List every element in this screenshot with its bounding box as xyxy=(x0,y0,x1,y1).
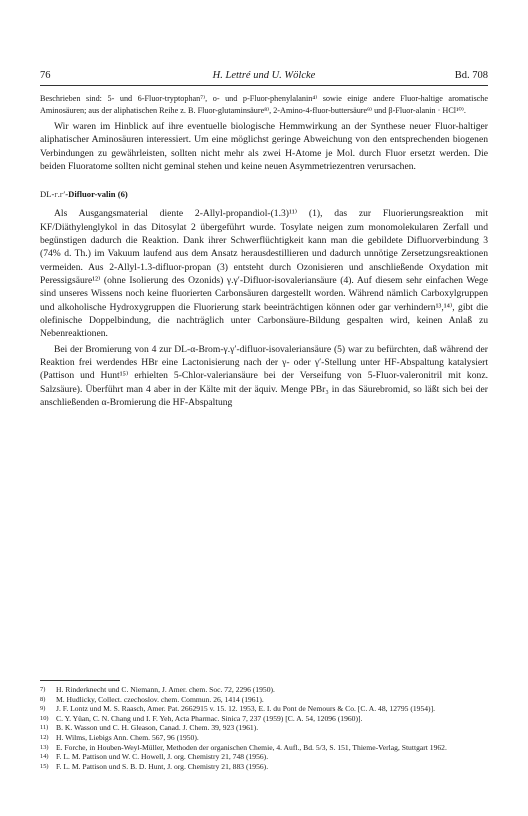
volume-label: Bd. 708 xyxy=(454,70,488,81)
footnote xyxy=(40,695,488,705)
footnote-number: 14) xyxy=(40,753,49,761)
footnote xyxy=(40,714,488,724)
footnote xyxy=(40,733,488,743)
footnote-text: H. Wilms, Liebigs Ann. Chem. 567, 96 (1950). xyxy=(56,732,199,742)
footnote-text: J. F. Lontz und M. S. Raasch, Amer. Pat. 2662915 v. 15. 12. 1953, E. I. du Pont de Nemours & Co. [C. A. 48, 12795 (1954)]. xyxy=(56,704,435,714)
footnote-number: 11) xyxy=(40,724,49,732)
footnote xyxy=(40,762,488,772)
footnote-number: 15) xyxy=(40,762,49,770)
footnote xyxy=(40,704,488,714)
paragraph-bromination: Bei der Bromierung von 4 zur DL-α-Brom-γ.γ′-difluor-isovaleriansäure (5) war zu befürchten, daß während der Reaktion frei werdendes HBr eine Lactonisierung nach der γ- oder γ′-Stellung unter HF-Abspaltung katalysiert (Pattison und Hunt¹⁵⁾ erhielten 5-Chlor-valeriansäure bei der Verseifung von 5-Fluor-valeronitril mit konz. Salzsäure). Überführt man 4 aber in der Kälte mit der äquiv. Menge PBr₃ in das Säurebromid, so läßt sich bei der anschließenden α-Bromierung die HF-Abspaltung xyxy=(40,343,488,408)
footnote-number: 9) xyxy=(40,705,46,713)
footnote xyxy=(40,743,488,753)
article-body xyxy=(40,93,488,409)
footnote xyxy=(40,685,488,695)
intro-paragraph: Beschrieben sind: 5- und 6-Fluor-tryptophan⁷⁾, o- und p-Fluor-phenylalanin⁴⁾ sowie einige andere Fluor-haltige aromatische Aminosäuren; aus der aliphatischen Reihe z. B. Fluor-glutaminsäure⁸⁾, 2-Amino-4-fluor-buttersäure⁹⁾ und β-Fluor-alanin · HCl¹⁰⁾. xyxy=(40,94,488,116)
header-rule xyxy=(40,85,488,86)
section-heading xyxy=(40,189,488,199)
footnote-number: 10) xyxy=(40,714,49,722)
footnote-text: B. K. Wasson und C. H. Gleason, Canad. J. Chem. 39, 923 (1961). xyxy=(56,723,259,733)
section-heading-prefix: DL-γ.γ′ xyxy=(40,189,66,200)
footnote-text: M. Hudlicky, Collect. czechoslov. chem. Commun. 26, 1414 (1961). xyxy=(56,694,264,704)
footnote-text: F. L. M. Pattison und W. C. Howell, J. org. Chemistry 21, 748 (1956). xyxy=(56,752,269,762)
footnote-text: C. Y. Yüan, C. N. Chang und I. F. Yeh, Acta Pharmac. Sinica 7, 237 (1959) [C. A. 54, 12096 (1960)]. xyxy=(56,713,363,723)
paragraph-motivation: Wir waren im Hinblick auf ihre eventuelle biologische Hemmwirkung an der Synthese neuer Fluor-haltiger aliphatischer Aminosäuren interessiert. Um eine möglichst geringe Abweichung von den entsprechenden biogenen Verbindungen zu gewährleisten, sollten nicht mehr als zwei H-Atome je Mol. durch Fluor ersetzt werden. Die beiden Fluoratome sollten nicht geminal stehen und keine neuen Asymmetriezentren verursachen. xyxy=(40,120,488,172)
footnote xyxy=(40,752,488,762)
footnotes xyxy=(40,685,488,771)
running-header xyxy=(40,70,488,82)
running-authors: H. Lettré und U. Wölcke xyxy=(212,70,316,81)
paragraph-synthesis: Als Ausgangsmaterial diente 2-Allyl-propandiol-(1.3)¹¹⁾ (1), das zur Fluorierungsreaktion mit KF/Diäthylenglykol in das Ditosylat 2 übergeführt wurde. Tosylate neigen zum monomolekularen Zerfall und begünstigen dadurch die Reaktion. Dank ihrer Schwerflüchtigkeit kann man die gebildete Difluorverbindung 3 (74% d. Th.) im Vakuum laufend aus dem Ansatz herausdestillieren und dadurch unnötige Zersetzungsreaktionen vermeiden. Aus 2-Allyl-1.3-difluor-propan (3) entsteht durch Ozonisieren und anschließende Oxydation mit Peressigsäure¹²⁾ (ohne Isolierung des Ozonids) γ.γ′-Difluor-isovaleriansäure (4). Auf diesem sehr einfachen Wege sind unseres Wissens noch keine fluorierten Carbonsäuren dargestellt worden. Während nämlich Carboxylgruppen und alkoholische Hydroxygruppen die Fluorierung stark beeinträchtigen können oder gar verhindern¹³,¹⁴⁾, gibt die olefinische Doppelbindung, die nachträglich unter Carbonsäure-Bildung gespalten wird, keinen Anlaß zu Nebenreaktionen. xyxy=(40,208,488,340)
footnote-number: 13) xyxy=(40,743,49,751)
footnote-text: H. Rinderknecht und C. Niemann, J. Amer. chem. Soc. 72, 2296 (1950). xyxy=(56,685,275,694)
footnote-number: 12) xyxy=(40,733,49,741)
footnote xyxy=(40,723,488,733)
footnote-text: E. Forche, in Houben-Weyl-Müller, Methoden der organischen Chemie, 4. Aufl., Bd. 5/3, S. 151, Thieme-Verlag, Stuttgart 1962. xyxy=(56,742,447,752)
footnote-text: F. L. M. Pattison und S. B. D. Hunt, J. org. Chemistry 21, 883 (1956). xyxy=(56,761,269,771)
footnote-number: 7) xyxy=(40,686,46,693)
page-number: 76 xyxy=(40,70,51,81)
section-heading-title: -Difluor-valin (6) xyxy=(65,189,128,200)
footnote-rule xyxy=(40,680,120,681)
footnote-number: 8) xyxy=(40,695,46,703)
